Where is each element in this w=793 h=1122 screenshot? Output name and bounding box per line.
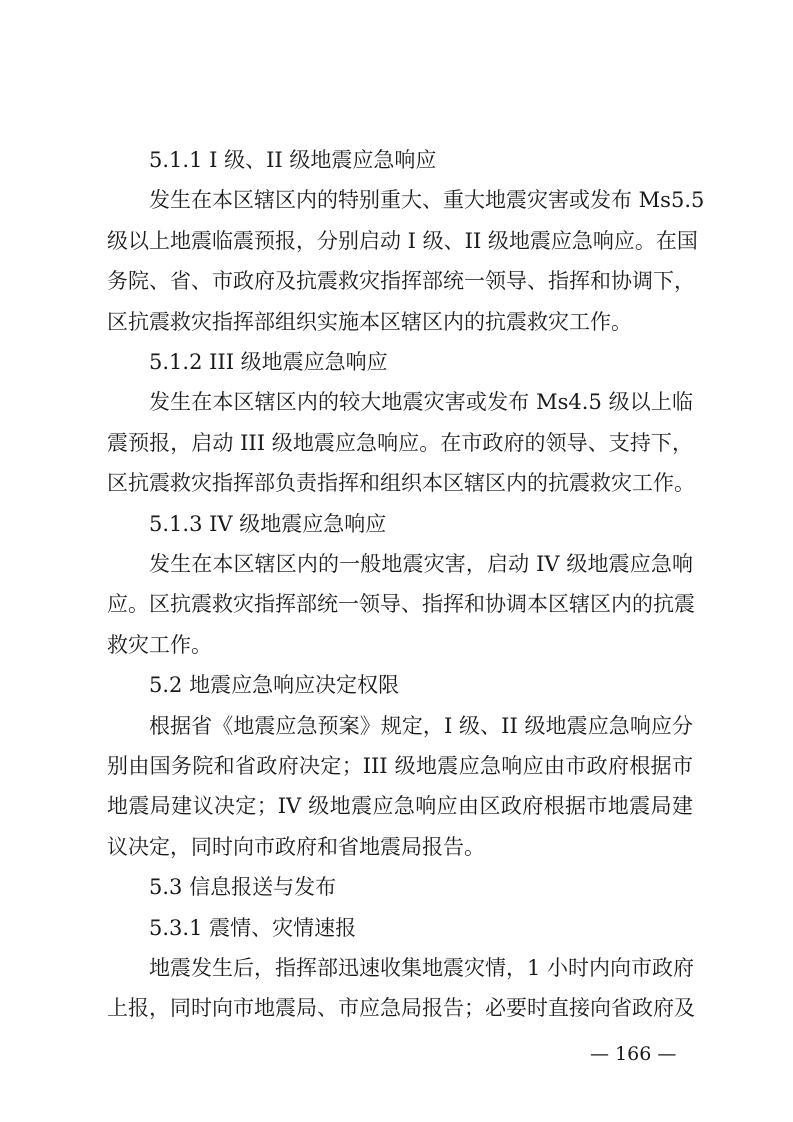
heading-5-1-3: 5.1.3 IV 级地震应急响应 [149,512,387,536]
page-number: — 166 — [590,1043,677,1065]
paragraph-line: 发生在本区辖区内的一般地震灾害，启动 IV 级地震应急响 [149,552,693,576]
paragraph-line: 上报，同时向市地震局、市应急局报告；必要时直接向省政府及 [107,996,695,1020]
paragraph-line: 区抗震救灾指挥部组织实施本区辖区内的抗震救灾工作。 [107,310,632,334]
paragraph-line: 别由国务院和省政府决定；III 级地震应急响应由市政府根据市 [107,754,693,778]
paragraph-line: 应。区抗震救灾指挥部统一领导、指挥和协调本区辖区内的抗震 [107,592,695,616]
paragraph-line: 发生在本区辖区内的较大地震灾害或发布 Ms4.5 级以上临 [149,390,693,414]
heading-5-1-2: 5.1.2 III 级地震应急响应 [149,350,388,374]
heading-5-3: 5.3 信息报送与发布 [149,875,337,899]
paragraph-line: 务院、省、市政府及抗震救灾指挥部统一领导、指挥和协调下， [107,269,695,293]
paragraph-line: 发生在本区辖区内的特别重大、重大地震灾害或发布 Ms5.5 [149,188,705,212]
paragraph-line: 议决定，同时向市政府和省地震局报告。 [107,835,485,859]
paragraph-line: 震预报，启动 III 级地震应急响应。在市政府的领导、支持下， [107,431,693,455]
paragraph-line: 根据省《地震应急预案》规定，I 级、II 级地震应急响应分 [149,714,693,738]
heading-5-2: 5.2 地震应急响应决定权限 [149,673,400,697]
heading-5-3-1: 5.3.1 震情、灾情速报 [149,916,357,940]
paragraph-line: 救灾工作。 [107,633,212,657]
heading-5-1-1: 5.1.1 I 级、II 级地震应急响应 [149,148,437,172]
paragraph-line: 地震发生后，指挥部迅速收集地震灾情，1 小时内向市政府 [149,956,695,980]
paragraph-line: 区抗震救灾指挥部负责指挥和组织本区辖区内的抗震救灾工作。 [107,471,695,495]
paragraph-line: 地震局建议决定；IV 级地震应急响应由区政府根据市地震局建 [107,794,693,818]
paragraph-line: 级以上地震临震预报，分别启动 I 级、II 级地震应急响应。在国 [107,229,698,253]
